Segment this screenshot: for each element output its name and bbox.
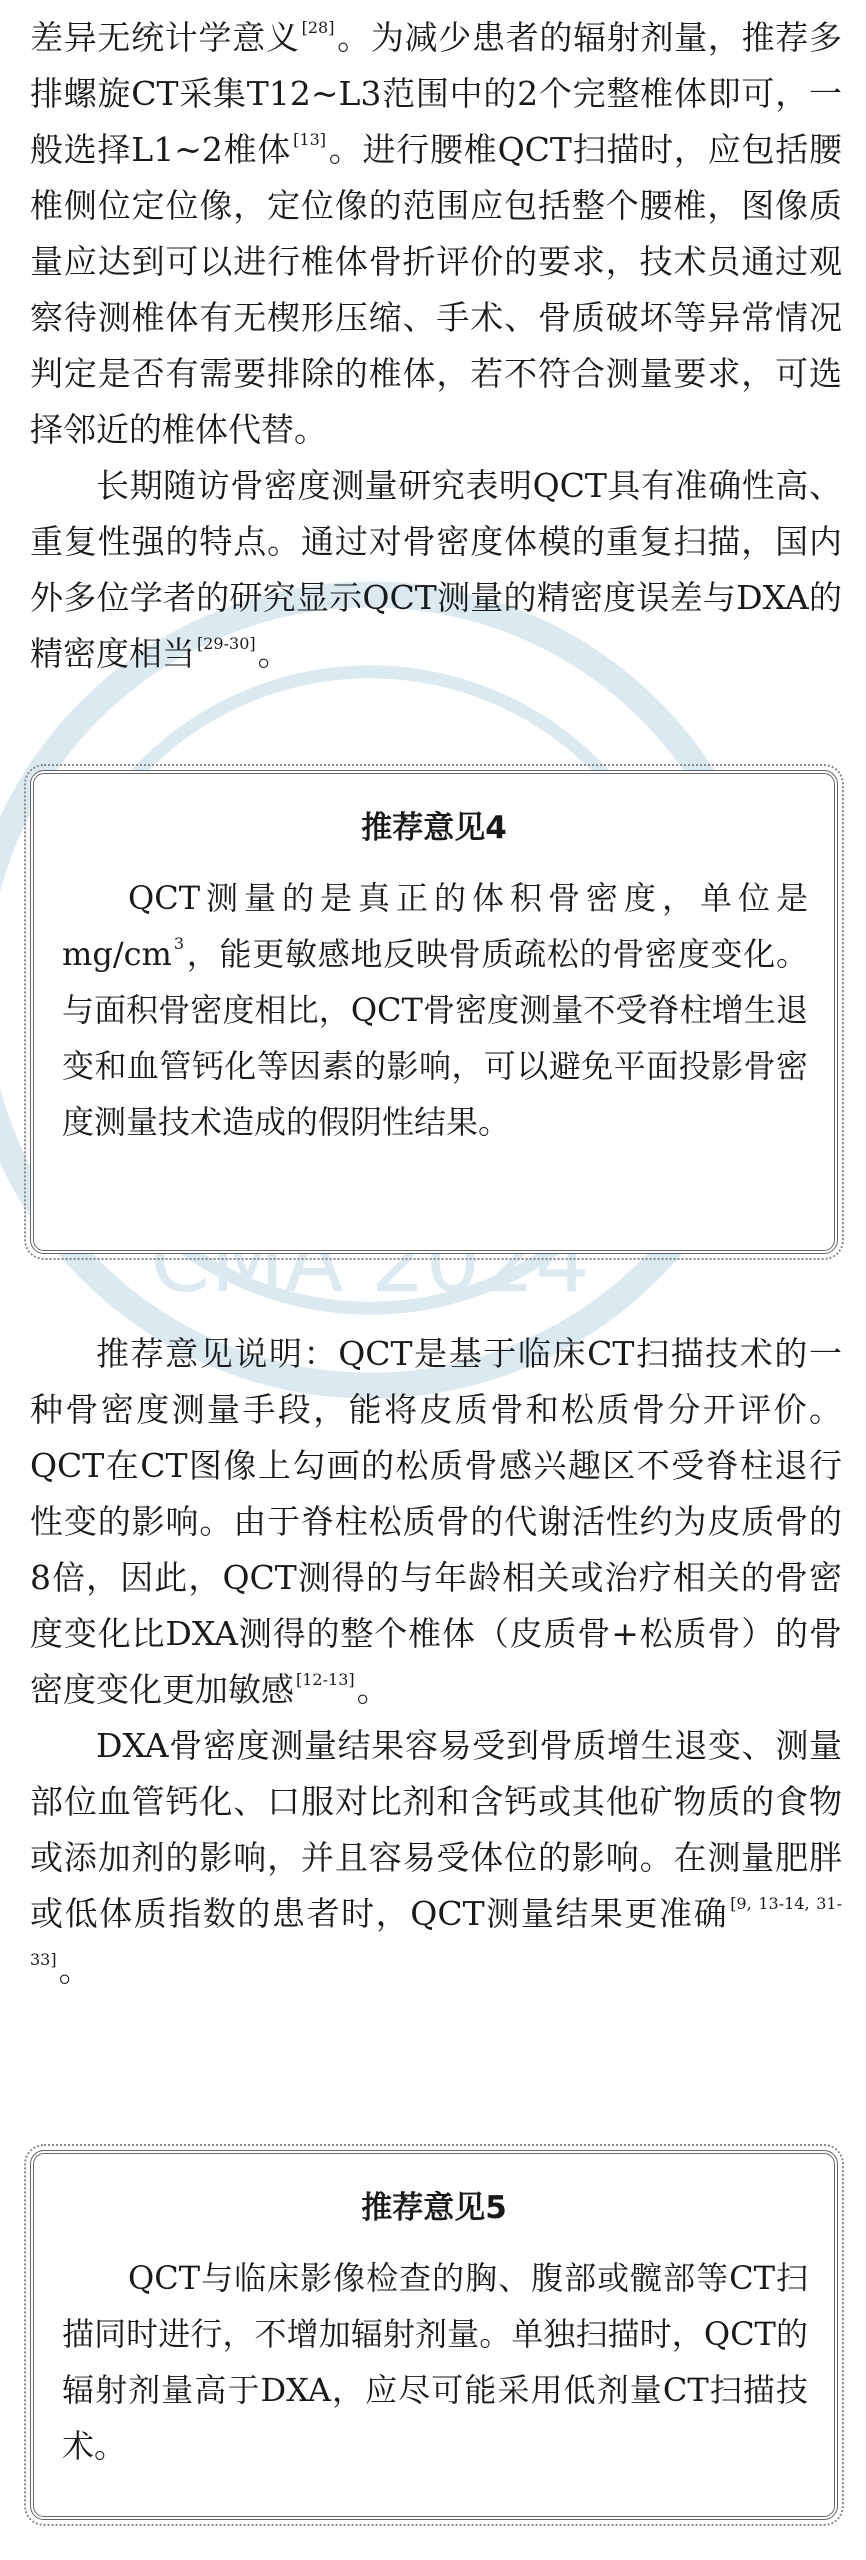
body-paragraph-4: DXA骨密度测量结果容易受到骨质增生退变、测量部位血管钙化、口服对比剂和含钙或其他矿物质的食物或添加剂的影响，并且容易受体位的影响。在测量肥胖或低体质指数的患者时，QCT测量结果更准确 [9, 13-14, 31-33]。: [30, 1726, 842, 1989]
recommendation-title: 推荐意见5: [361, 2190, 507, 2226]
recommendation-body: QCT测量的是真正的体积骨密度，单位是mg/cm $^3$，能更敏感地反映骨质疏松的骨密度变化。与面积骨密度相比，QCT骨密度测量不受脊柱增生退变和血管钙化等因素的影响，可以避免平面投影骨密度测量技术造成的假阴性结果。: [62, 879, 808, 1141]
body-paragraph-1: 差异无统计学意义 [28]。为减少患者的辐射剂量，推荐多排螺旋CT采集T12~L3范围中的2个完整椎体即可，一般选择L1~2椎体 [13]。进行腰椎QCT扫描时，应包括腰椎侧位定位像，定位像的范围应包括整个腰椎，图像质量应达到可以进行椎体骨折评价的要求，技术员通过观察待测椎体有无楔形压缩、手术、骨质破坏等异常情况判定是否有需要排除的椎体，若不符合测量要求，可选择邻近的椎体代替。: [30, 18, 843, 449]
recommendation-title: 推荐意见4: [361, 810, 507, 846]
recommendation-box-4: [30, 770, 838, 1254]
citation-ref[interactable]: [29-30]: [197, 634, 256, 653]
top-text-block: [30, 10, 842, 682]
svg-text:CMA 2024: CMA 2024: [150, 1212, 590, 1312]
citation-ref[interactable]: [28]: [301, 18, 335, 37]
recommendation-body: QCT与临床影像检查的胸、腹部或髋部等CT扫描同时进行，不增加辐射剂量。单独扫描时，QCT的辐射剂量高于DXA，应尽可能采用低剂量CT扫描技术。: [62, 2259, 808, 2465]
body-paragraph-2: 长期随访骨密度测量研究表明QCT具有准确性高、重复性强的特点。通过对骨密度体模的重复扫描，国内外多位学者的研究显示QCT测量的精密度误差与DXA的精密度相当 [29-30]。: [30, 466, 842, 673]
citation-ref[interactable]: [9, 13-14, 31-33]: [30, 1894, 842, 1969]
middle-text-block: [30, 1326, 842, 1998]
citation-ref[interactable]: [12-13]: [296, 1670, 355, 1689]
recommendation-box-5: [30, 2150, 838, 2520]
body-paragraph-3: 推荐意见说明：QCT是基于临床CT扫描技术的一种骨密度测量手段，能将皮质骨和松质骨分开评价。QCT在CT图像上勾画的松质骨感兴趣区不受脊柱退行性变的影响。由于脊柱松质骨的代谢活性约为皮质骨的8倍，因此，QCT测得的与年龄相关或治疗相关的骨密度变化比DXA测得的整个椎体（皮质骨+松质骨）的骨密度变化更加敏感 [12-13]。: [30, 1334, 842, 1709]
citation-ref[interactable]: [13]: [293, 130, 326, 149]
